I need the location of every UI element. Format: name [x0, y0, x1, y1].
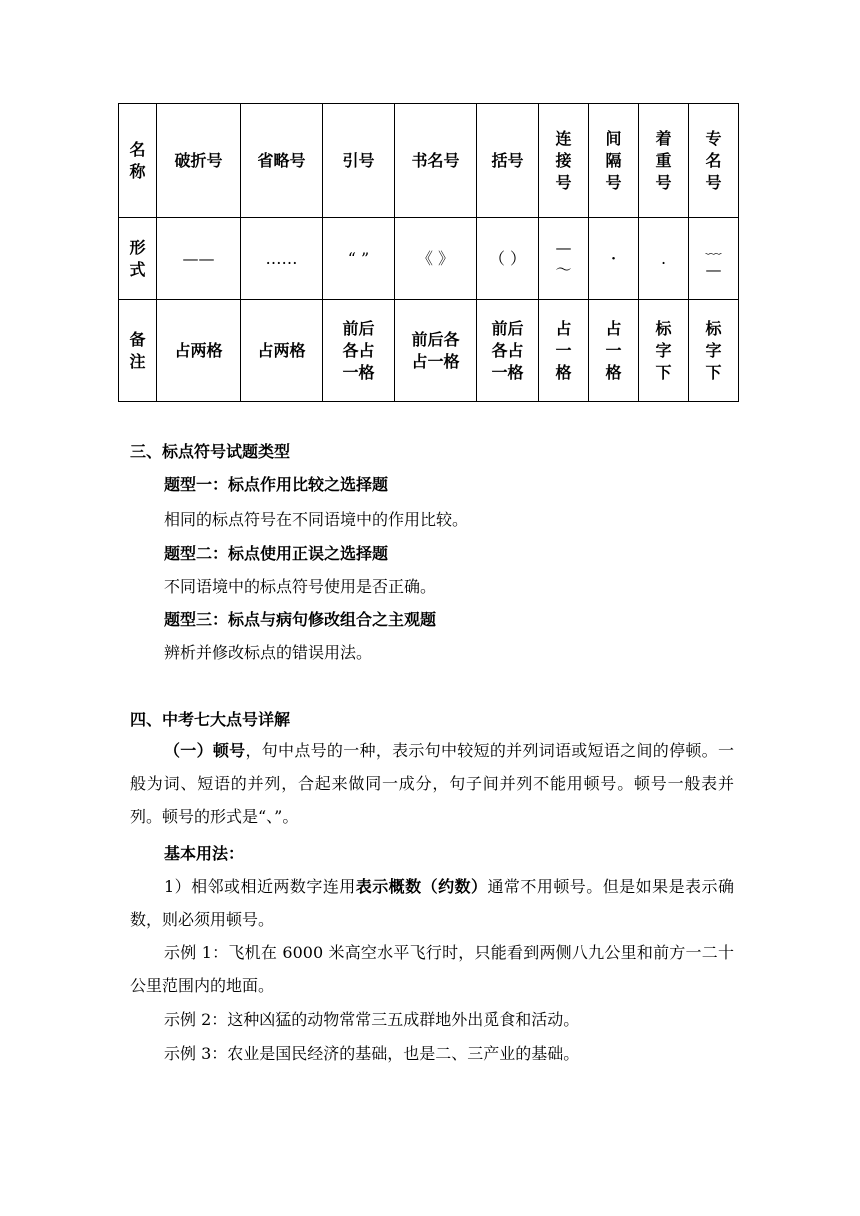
rule1-paragraph: [130, 870, 734, 936]
table-row-notes: [119, 300, 739, 402]
cell-form: ……: [241, 218, 323, 300]
cell-note: 占两格: [157, 300, 241, 402]
basic-usage-title: 基本用法：: [164, 844, 245, 863]
cell-form: （ ）: [477, 218, 539, 300]
example2: 示例 2：这种凶猛的动物常常三五成群地外出觅食和活动。: [164, 1010, 580, 1029]
cell-note: 前后 各占 一格: [323, 300, 395, 402]
cell-note: 标 字 下: [639, 300, 689, 402]
cell-note: 占 一 格: [589, 300, 639, 402]
cell-name: 省略号: [241, 104, 323, 218]
cell-name: 连 接 号: [539, 104, 589, 218]
table-row-names: [119, 104, 739, 218]
type2-title: 题型二：标点使用正误之选择题: [164, 544, 389, 563]
cell-form: “ ”: [323, 218, 395, 300]
cell-name: 引号: [323, 104, 395, 218]
cell-note: 占两格: [241, 300, 323, 402]
cell-name: 专 名 号: [689, 104, 739, 218]
cell-note: 前后各 占一格: [395, 300, 477, 402]
cell-note: 占 一 格: [539, 300, 589, 402]
type1-title: 题型一：标点作用比较之选择题: [164, 475, 389, 494]
cell-note: 前后 各占 一格: [477, 300, 539, 402]
cell-form: 《 》: [395, 218, 477, 300]
cell-form: — ～: [539, 218, 589, 300]
cell-name: 括号: [477, 104, 539, 218]
cell-name: 间 隔 号: [589, 104, 639, 218]
dunhao-label: （一）顿号: [164, 741, 246, 760]
cell-name: 书名号: [395, 104, 477, 218]
row-header-note: 备 注: [119, 300, 157, 402]
example3: 示例 3：农业是国民经济的基础，也是二、三产业的基础。: [164, 1044, 580, 1063]
cell-form: ·: [589, 218, 639, 300]
punctuation-table: [118, 103, 739, 402]
dunhao-text: ，句中点号的一种，表示句中较短的并列词语或短语之间的停顿。一般为词、短语的并列，合起来做同一成分，句子间并列不能用顿号。顿号一般表并列。顿号的形式是“、”。: [130, 741, 734, 826]
cell-form: ﹏ —: [689, 218, 739, 300]
row-header-form: 形 式: [119, 218, 157, 300]
rule1-bold: 表示概数（约数）: [355, 877, 488, 896]
rule1-post: 通常不用顿号。但是如果是表示确数，则必须用顿号。: [130, 877, 734, 929]
cell-form: .: [639, 218, 689, 300]
type2-desc: 不同语境中的标点符号使用是否正确。: [164, 577, 437, 596]
table-row-forms: [119, 218, 739, 300]
dunhao-paragraph: [130, 734, 734, 833]
section3-title: 三、标点符号试题类型: [130, 442, 291, 461]
example1: 示例 1：飞机在 6000 米高空水平飞行时，只能看到两侧八九公里和前方一二十公里范围内的地面。: [130, 943, 734, 995]
cell-form: ——: [157, 218, 241, 300]
rule1-pre: 1）相邻或相近两数字连用: [164, 877, 356, 896]
type1-desc: 相同的标点符号在不同语境中的作用比较。: [164, 510, 469, 529]
cell-name: 破折号: [157, 104, 241, 218]
type3-desc: 辨析并修改标点的错误用法。: [164, 643, 373, 662]
cell-note: 标 字 下: [689, 300, 739, 402]
type3-title: 题型三：标点与病句修改组合之主观题: [164, 610, 437, 629]
cell-name: 着 重 号: [639, 104, 689, 218]
section4-title: 四、中考七大点号详解: [130, 710, 291, 729]
row-header-name: 名 称: [119, 104, 157, 218]
